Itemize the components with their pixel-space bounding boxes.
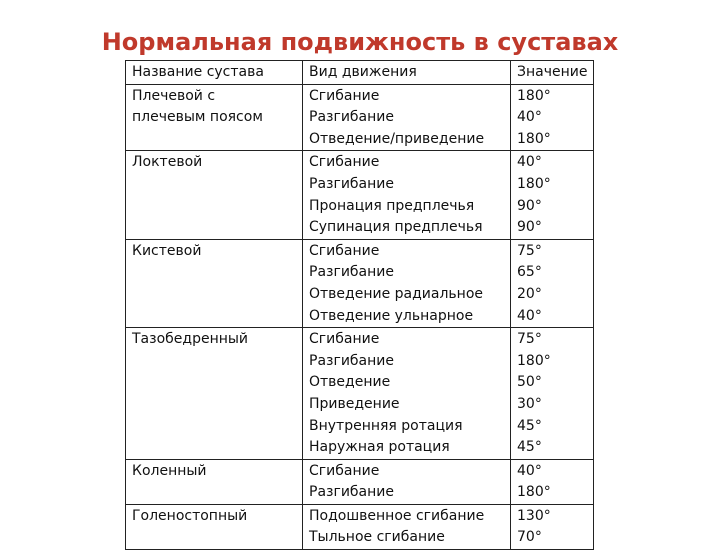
joint-name-cell: [126, 151, 303, 239]
value-line: 40°: [517, 307, 542, 324]
joint-name-cell: [126, 504, 303, 549]
movement-line: Внутренняя ротация: [309, 417, 463, 434]
movement-line: Сгибание: [309, 87, 380, 104]
value-line: 180°: [517, 352, 551, 369]
value-cell: [511, 151, 594, 239]
joint-name-line: Локтевой: [132, 154, 203, 171]
movement-line: Разгибание: [309, 484, 394, 501]
value-line: 45°: [517, 439, 542, 456]
movement-line: Сгибание: [309, 331, 380, 348]
movement-cell: [303, 328, 511, 460]
movement-line: Супинация предплечья: [309, 219, 483, 236]
movement-line: Пронация предплечья: [309, 197, 475, 214]
joint-name-line: Коленный: [132, 462, 207, 479]
header-value: Значение: [511, 61, 594, 85]
value-cell: [511, 459, 594, 504]
value-line: 40°: [517, 154, 542, 171]
value-line: 40°: [517, 462, 542, 479]
movement-line: Сгибание: [309, 462, 380, 479]
movement-cell: [303, 84, 511, 151]
movement-line: Разгибание: [309, 109, 394, 126]
value-cell: [511, 84, 594, 151]
value-line: 40°: [517, 109, 542, 126]
value-line: 180°: [517, 175, 551, 192]
table-row: [126, 84, 594, 151]
value-cell: [511, 239, 594, 327]
value-line: 75°: [517, 331, 542, 348]
movement-line: Приведение: [309, 395, 400, 412]
joint-name-cell: [126, 459, 303, 504]
joint-name-line: плечевым поясом: [132, 109, 263, 126]
joint-name-cell: [126, 84, 303, 151]
value-line: 45°: [517, 417, 542, 434]
value-line: 90°: [517, 197, 542, 214]
table-header-row: [126, 61, 594, 85]
movement-cell: [303, 239, 511, 327]
joint-name-cell: [126, 239, 303, 327]
value-line: 70°: [517, 529, 542, 546]
header-joint-name: Название сустава: [126, 61, 303, 85]
value-line: 20°: [517, 285, 542, 302]
joint-mobility-table: [125, 60, 594, 550]
table-row: [126, 459, 594, 504]
movement-line: Тыльное сгибание: [309, 529, 445, 546]
page-title: Нормальная подвижность в суставах: [101, 28, 619, 56]
movement-line: Наружная ротация: [309, 439, 450, 456]
value-line: 180°: [517, 130, 551, 147]
value-line: 180°: [517, 87, 551, 104]
movement-line: Отведение: [309, 374, 391, 391]
joint-name-line: Тазобедренный: [132, 331, 249, 348]
movement-cell: [303, 504, 511, 549]
joint-name-line: Голеностопный: [132, 507, 248, 524]
table-row: [126, 328, 594, 460]
table-row: [126, 239, 594, 327]
value-line: 75°: [517, 242, 542, 259]
value-line: 130°: [517, 507, 551, 524]
value-line: 90°: [517, 219, 542, 236]
movement-line: Отведение радиальное: [309, 285, 484, 302]
value-line: 65°: [517, 264, 542, 281]
joint-name-line: Кистевой: [132, 242, 202, 259]
table-row: [126, 151, 594, 239]
movement-line: Сгибание: [309, 154, 380, 171]
value-line: 50°: [517, 374, 542, 391]
joint-name-line: Плечевой с: [132, 87, 216, 104]
table-row: [126, 504, 594, 549]
movement-line: Подошвенное сгибание: [309, 507, 485, 524]
movement-cell: [303, 151, 511, 239]
value-cell: [511, 504, 594, 549]
movement-line: Отведение ульнарное: [309, 307, 474, 324]
movement-line: Сгибание: [309, 242, 380, 259]
value-cell: [511, 328, 594, 460]
movement-cell: [303, 459, 511, 504]
movement-line: Разгибание: [309, 175, 394, 192]
value-line: 30°: [517, 395, 542, 412]
movement-line: Отведение/приведение: [309, 130, 485, 147]
value-line: 180°: [517, 484, 551, 501]
header-movement-type: Вид движения: [303, 61, 511, 85]
movement-line: Разгибание: [309, 264, 394, 281]
joint-name-cell: [126, 328, 303, 460]
movement-line: Разгибание: [309, 352, 394, 369]
